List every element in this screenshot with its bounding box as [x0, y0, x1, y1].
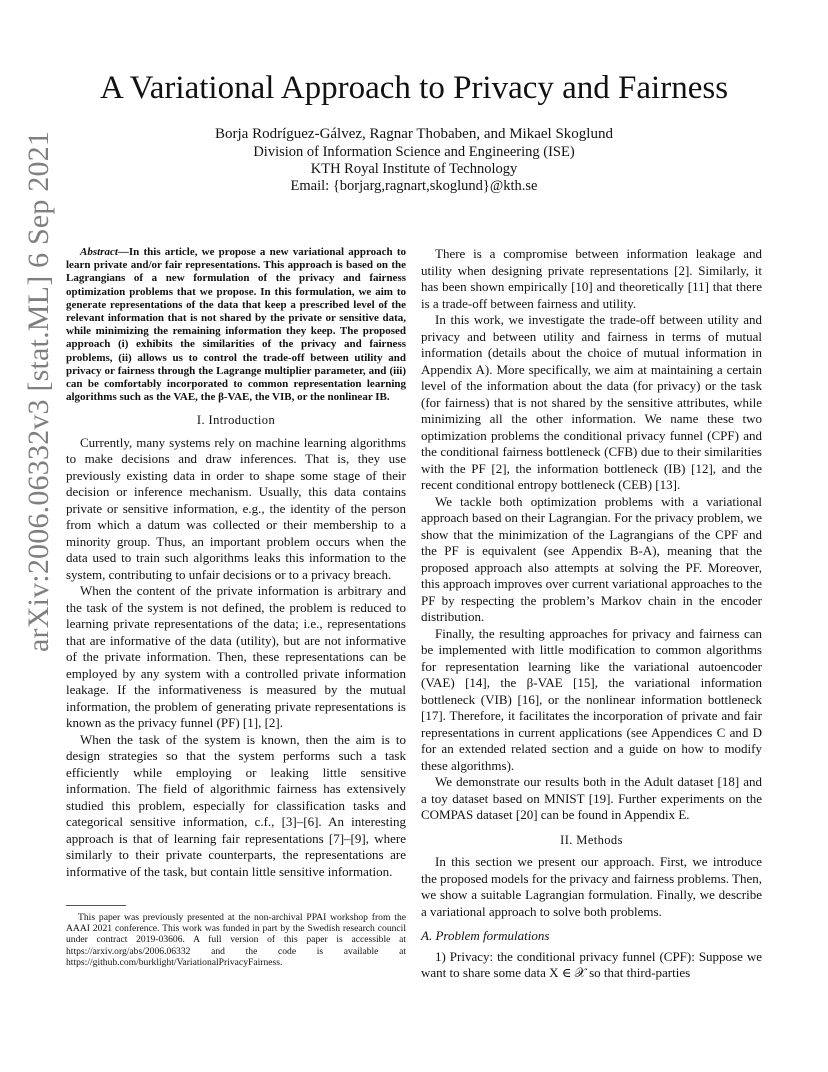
- paragraph: When the task of the system is known, then the aim is to design strategies so that the system performs such a task efficiently while employing or leaking little sensitive information. The field of algorithmic fairness has extensively studied this problem, especially for classification tasks and categorical sensitive information, c.f., [3]–[6]. An interesting approach is that of learning fair representations [7]–[9], where similarly to their private counterparts, the representations are informative of the task, but contain little sensitive information.: [66, 731, 406, 879]
- paragraph: Currently, many systems rely on machine learning algorithms to make decisions and draw inferences. That is, they use previously existing data in order to shape some stage of their decision or inference mechanism. Usually, this data contains private or sensitive information, e.g., the identity of the person from which a datum was collected or their membership to a minority group. Thus, an important problem occurs when the data used to train such algorithms leaks this information to the system, contributing to unfair decisions or to a privacy breach.: [66, 434, 406, 582]
- paper-title: A Variational Approach to Privacy and Fairness: [99, 70, 729, 106]
- author-email: Email: {borjarg,ragnart,skoglund}@kth.se: [290, 178, 538, 194]
- author-division: Division of Information Science and Engineering (ISE): [253, 144, 575, 160]
- author-block: [0, 126, 828, 195]
- footnote-rule: [66, 905, 126, 906]
- section-heading-methods: II. Methods: [560, 832, 623, 847]
- subsection-heading: A. Problem formulations: [421, 928, 550, 943]
- footnote: This paper was previously presented at the non-archival PPAI workshop from the AAAI 2021 conference. This work was funded in part by the Swedish research council under contract 2019-03606. A full version of this paper is accessible at https://arxiv.org/abs/2006.06332 and the code is available at https://github.com/burklight/VariationalPrivacyFairness.: [66, 912, 406, 968]
- paragraph: There is a compromise between information leakage and utility when designing private representations [2]. Similarly, it has been shown empirically [10] and theoretically [11] that there is a trade-off between fairness and utility.: [421, 246, 762, 311]
- abstract-text: —In this article, we propose a new variational approach to learn private and/or fair representations. This approach is based on the Lagrangians of a new formulation of the privacy and fairness optimization problems that we propose. In this formulation, we aim to generate representations of the data that keep a prescribed level of the relevant information that is not shared by the private or sensitive data, while minimizing the remaining information they keep. The proposed approach (i) exhibits the similarities of the privacy and fairness problems, (ii) allows us to control the trade-off between utility and privacy or fairness through the Lagrange multiplier parameter, and (iii) can be comfortably incorporated to common representation learning algorithms such as the VAE, the β-VAE, the VIB, or the nonlinear IB.: [66, 246, 406, 404]
- author-institute: KTH Royal Institute of Technology: [310, 161, 518, 177]
- paragraph: We demonstrate our results both in the Adult dataset [18] and a toy dataset based on MNIST [19]. Further experiments on the COMPAS dataset [20] can be found in Appendix E.: [421, 774, 762, 822]
- arxiv-margin-label: arXiv:2006.06332v3 [stat.ML] 6 Sep 2021: [22, 130, 55, 652]
- paragraph: In this work, we investigate the trade-off between utility and privacy and between utility and fairness in terms of mutual information (details about the choice of mutual information in Appendix A). More specifically, we aim at maintaining a certain level of the information about the data (for privacy) or the task (for fairness) that is not shared by the sensitive attributes, while minimizing all the other information. We name these two optimization problems the conditional privacy funnel (CPF) and the conditional fairness bottleneck (CFB) due to their similarities with the PF [2], the information bottleneck (IB) [12], and the recent conditional entropy bottleneck (CEB) [13].: [421, 312, 762, 492]
- paragraph: In this section we present our approach. First, we introduce the proposed models for the privacy and fairness problems. Then, we show a suitable Lagrangian formulation. Finally, we describe a variational approach to solve both problems.: [421, 854, 762, 919]
- author-names: Borja Rodríguez-Gálvez, Ragnar Thobaben, and Mikael Skoglund: [215, 126, 613, 142]
- paragraph: We tackle both optimization problems with a variational approach based on their Lagrangian. For the privacy problem, we show that the minimization of the Lagrangians of the CPF and the PF is equivalent (see Appendix B-A), meaning that the proposed approach also attempts at solving the PF. Moreover, this approach improves over current variational approaches to the PF by respecting the problem’s Markov chain in the encoder distribution.: [421, 493, 762, 624]
- abstract-label: Abstract: [80, 246, 118, 258]
- paragraph: 1) Privacy: the conditional privacy funnel (CPF): Suppose we want to share some data X ∈ 𝒳 so that third-parties: [421, 948, 762, 980]
- right-column: [421, 246, 762, 982]
- left-column: [66, 246, 406, 880]
- paragraph: When the content of the private information is arbitrary and the task of the system is not defined, the problem is reduced to learning private representations of the data; i.e., representations that are informative of the data (utility), but are not informative of the private information. Then, these representations can be employed by any system with a controlled private information leakage. If the informativeness is measured by the mutual information, the problem of generating private representations is known as the privacy funnel (PF) [1], [2].: [66, 583, 406, 731]
- section-heading-introduction: I. Introduction: [196, 413, 276, 428]
- paragraph: Finally, the resulting approaches for privacy and fairness can be implemented with little modification to common algorithms for representation learning like the variational autoencoder (VAE) [14], the β-VAE [15], the variational information bottleneck (VIB) [16], or the nonlinear information bottleneck [17]. Therefore, it facilitates the incorporation of private and fair representations in current applications (see Appendices C and D for an extended related section and a guide on how to modify these algorithms).: [421, 625, 762, 773]
- abstract: [66, 246, 406, 404]
